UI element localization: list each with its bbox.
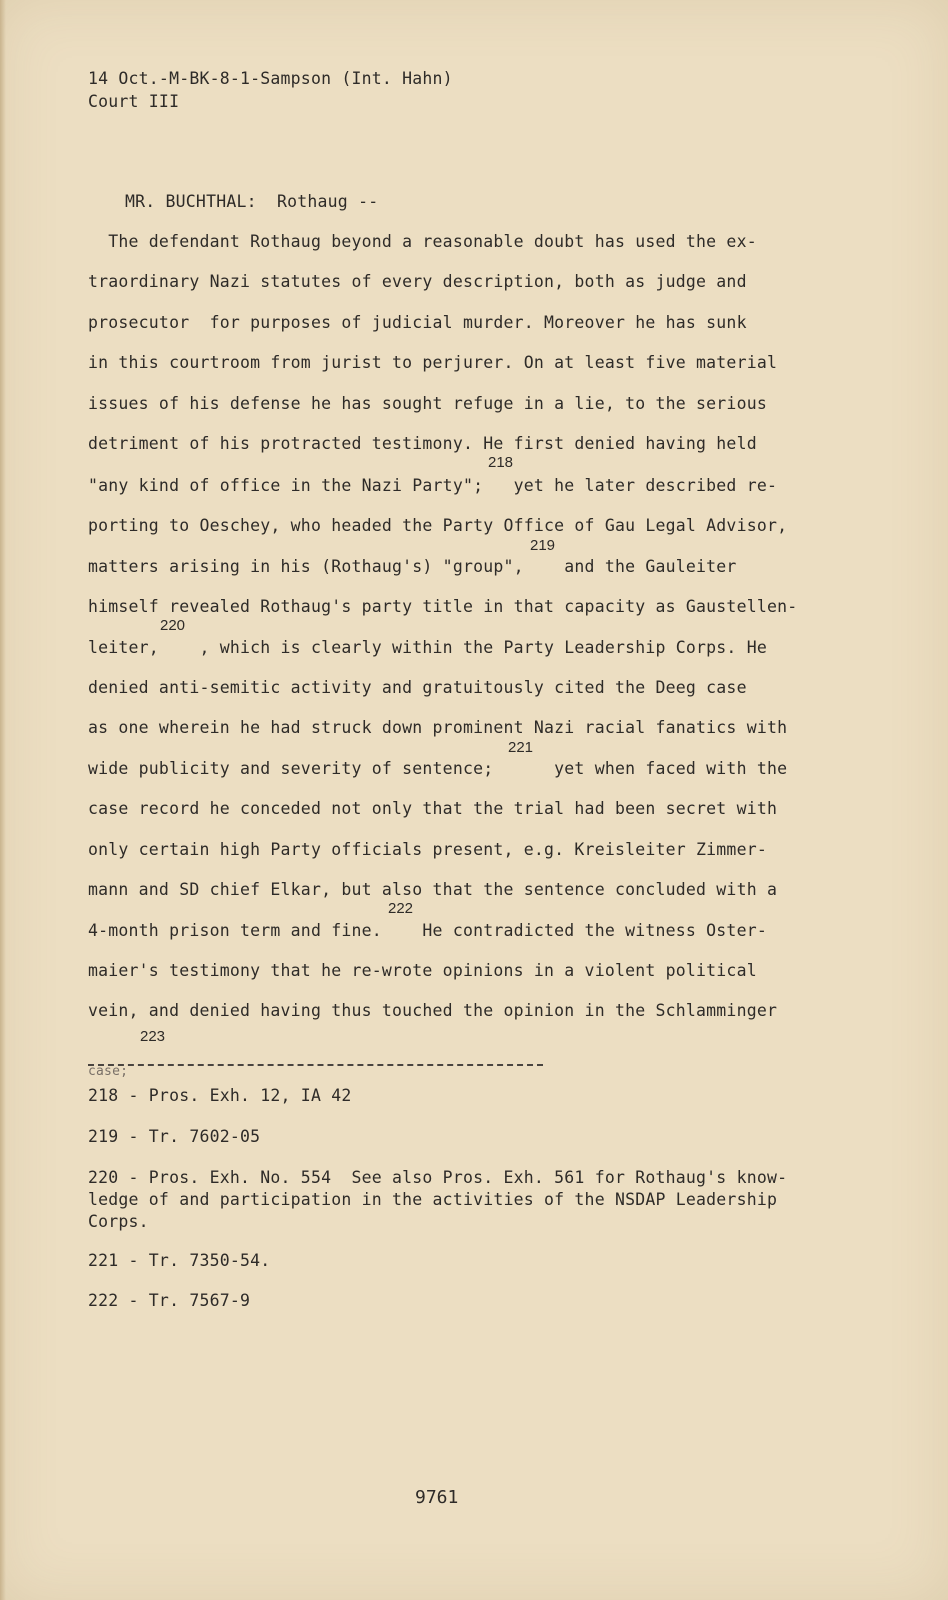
body-line: traordinary Nazi statutes of every description, both as judge and xyxy=(88,272,747,291)
body-line: issues of his defense he has sought refuge in a lie, to the serious xyxy=(88,394,767,413)
body-line: case record he conceded not only that the trial had been secret with xyxy=(88,799,778,818)
body-line: mann and SD chief Elkar, but also that the sentence concluded with a xyxy=(88,880,778,899)
footnote-ref: 219 xyxy=(530,537,556,554)
body-line: detriment of his protracted testimony. He first denied having held xyxy=(88,434,757,453)
footnote: ledge of and participation in the activities of the NSDAP Leadership xyxy=(88,1190,778,1209)
body-line: "any kind of office in the Nazi Party"; yet he later described re- xyxy=(88,476,778,495)
body-line: denied anti-semitic activity and gratuitously cited the Deeg case xyxy=(88,678,747,697)
body-line: prosecutor for purposes of judicial murder. Moreover he has sunk xyxy=(88,313,747,332)
page-edge xyxy=(0,0,6,1600)
footnote: 219 - Tr. 7602-05 xyxy=(88,1127,261,1146)
footnote: Corps. xyxy=(88,1212,149,1231)
footnote: 221 - Tr. 7350-54. xyxy=(88,1251,271,1270)
body-line: wide publicity and severity of sentence; yet when faced with the xyxy=(88,759,788,778)
body-line: 4-month prison term and fine. He contradicted the witness Oster- xyxy=(88,921,767,940)
body-line: matters arising in his (Rothaug's) "group", and the Gauleiter xyxy=(88,557,737,576)
footnote-ref: 218 xyxy=(488,454,514,471)
body-line: maier's testimony that he re-wrote opinions in a violent political xyxy=(88,961,757,980)
page-number: 9761 xyxy=(415,1487,459,1508)
body-line: in this courtroom from jurist to perjurer. On at least five material xyxy=(88,353,778,372)
footnote: 220 - Pros. Exh. No. 554 See also Pros. Exh. 561 for Rothaug's know- xyxy=(88,1168,788,1187)
footnote-ref: 222 xyxy=(388,900,414,917)
body-line: porting to Oeschey, who headed the Party Office of Gau Legal Advisor, xyxy=(88,516,788,535)
body-line: The defendant Rothaug beyond a reasonable doubt has used the ex- xyxy=(88,232,757,251)
footnote-separator xyxy=(88,1064,543,1066)
footnote-ref: 223 xyxy=(140,1028,166,1045)
body-line: himself revealed Rothaug's party title in that capacity as Gaustellen- xyxy=(88,597,798,616)
body-line: as one wherein he had struck down prominent Nazi racial fanatics with xyxy=(88,718,788,737)
header-line-2: Court III xyxy=(88,92,180,111)
footnote: 218 - Pros. Exh. 12, IA 42 xyxy=(88,1086,352,1105)
speaker-line: MR. BUCHTHAL: Rothaug -- xyxy=(125,192,379,211)
footnote-ref: 221 xyxy=(508,739,534,756)
body-line: leiter, , which is clearly within the Party Leadership Corps. He xyxy=(88,638,767,657)
footnote-ref: 220 xyxy=(160,617,186,634)
continuation-text: case; xyxy=(88,1064,129,1079)
body-line: vein, and denied having thus touched the opinion in the Schlamminger xyxy=(88,1001,778,1020)
body-line: only certain high Party officials present, e.g. Kreisleiter Zimmer- xyxy=(88,840,767,859)
header-line-1: 14 Oct.-M-BK-8-1-Sampson (Int. Hahn) xyxy=(88,69,453,88)
footnote: 222 - Tr. 7567-9 xyxy=(88,1291,251,1310)
